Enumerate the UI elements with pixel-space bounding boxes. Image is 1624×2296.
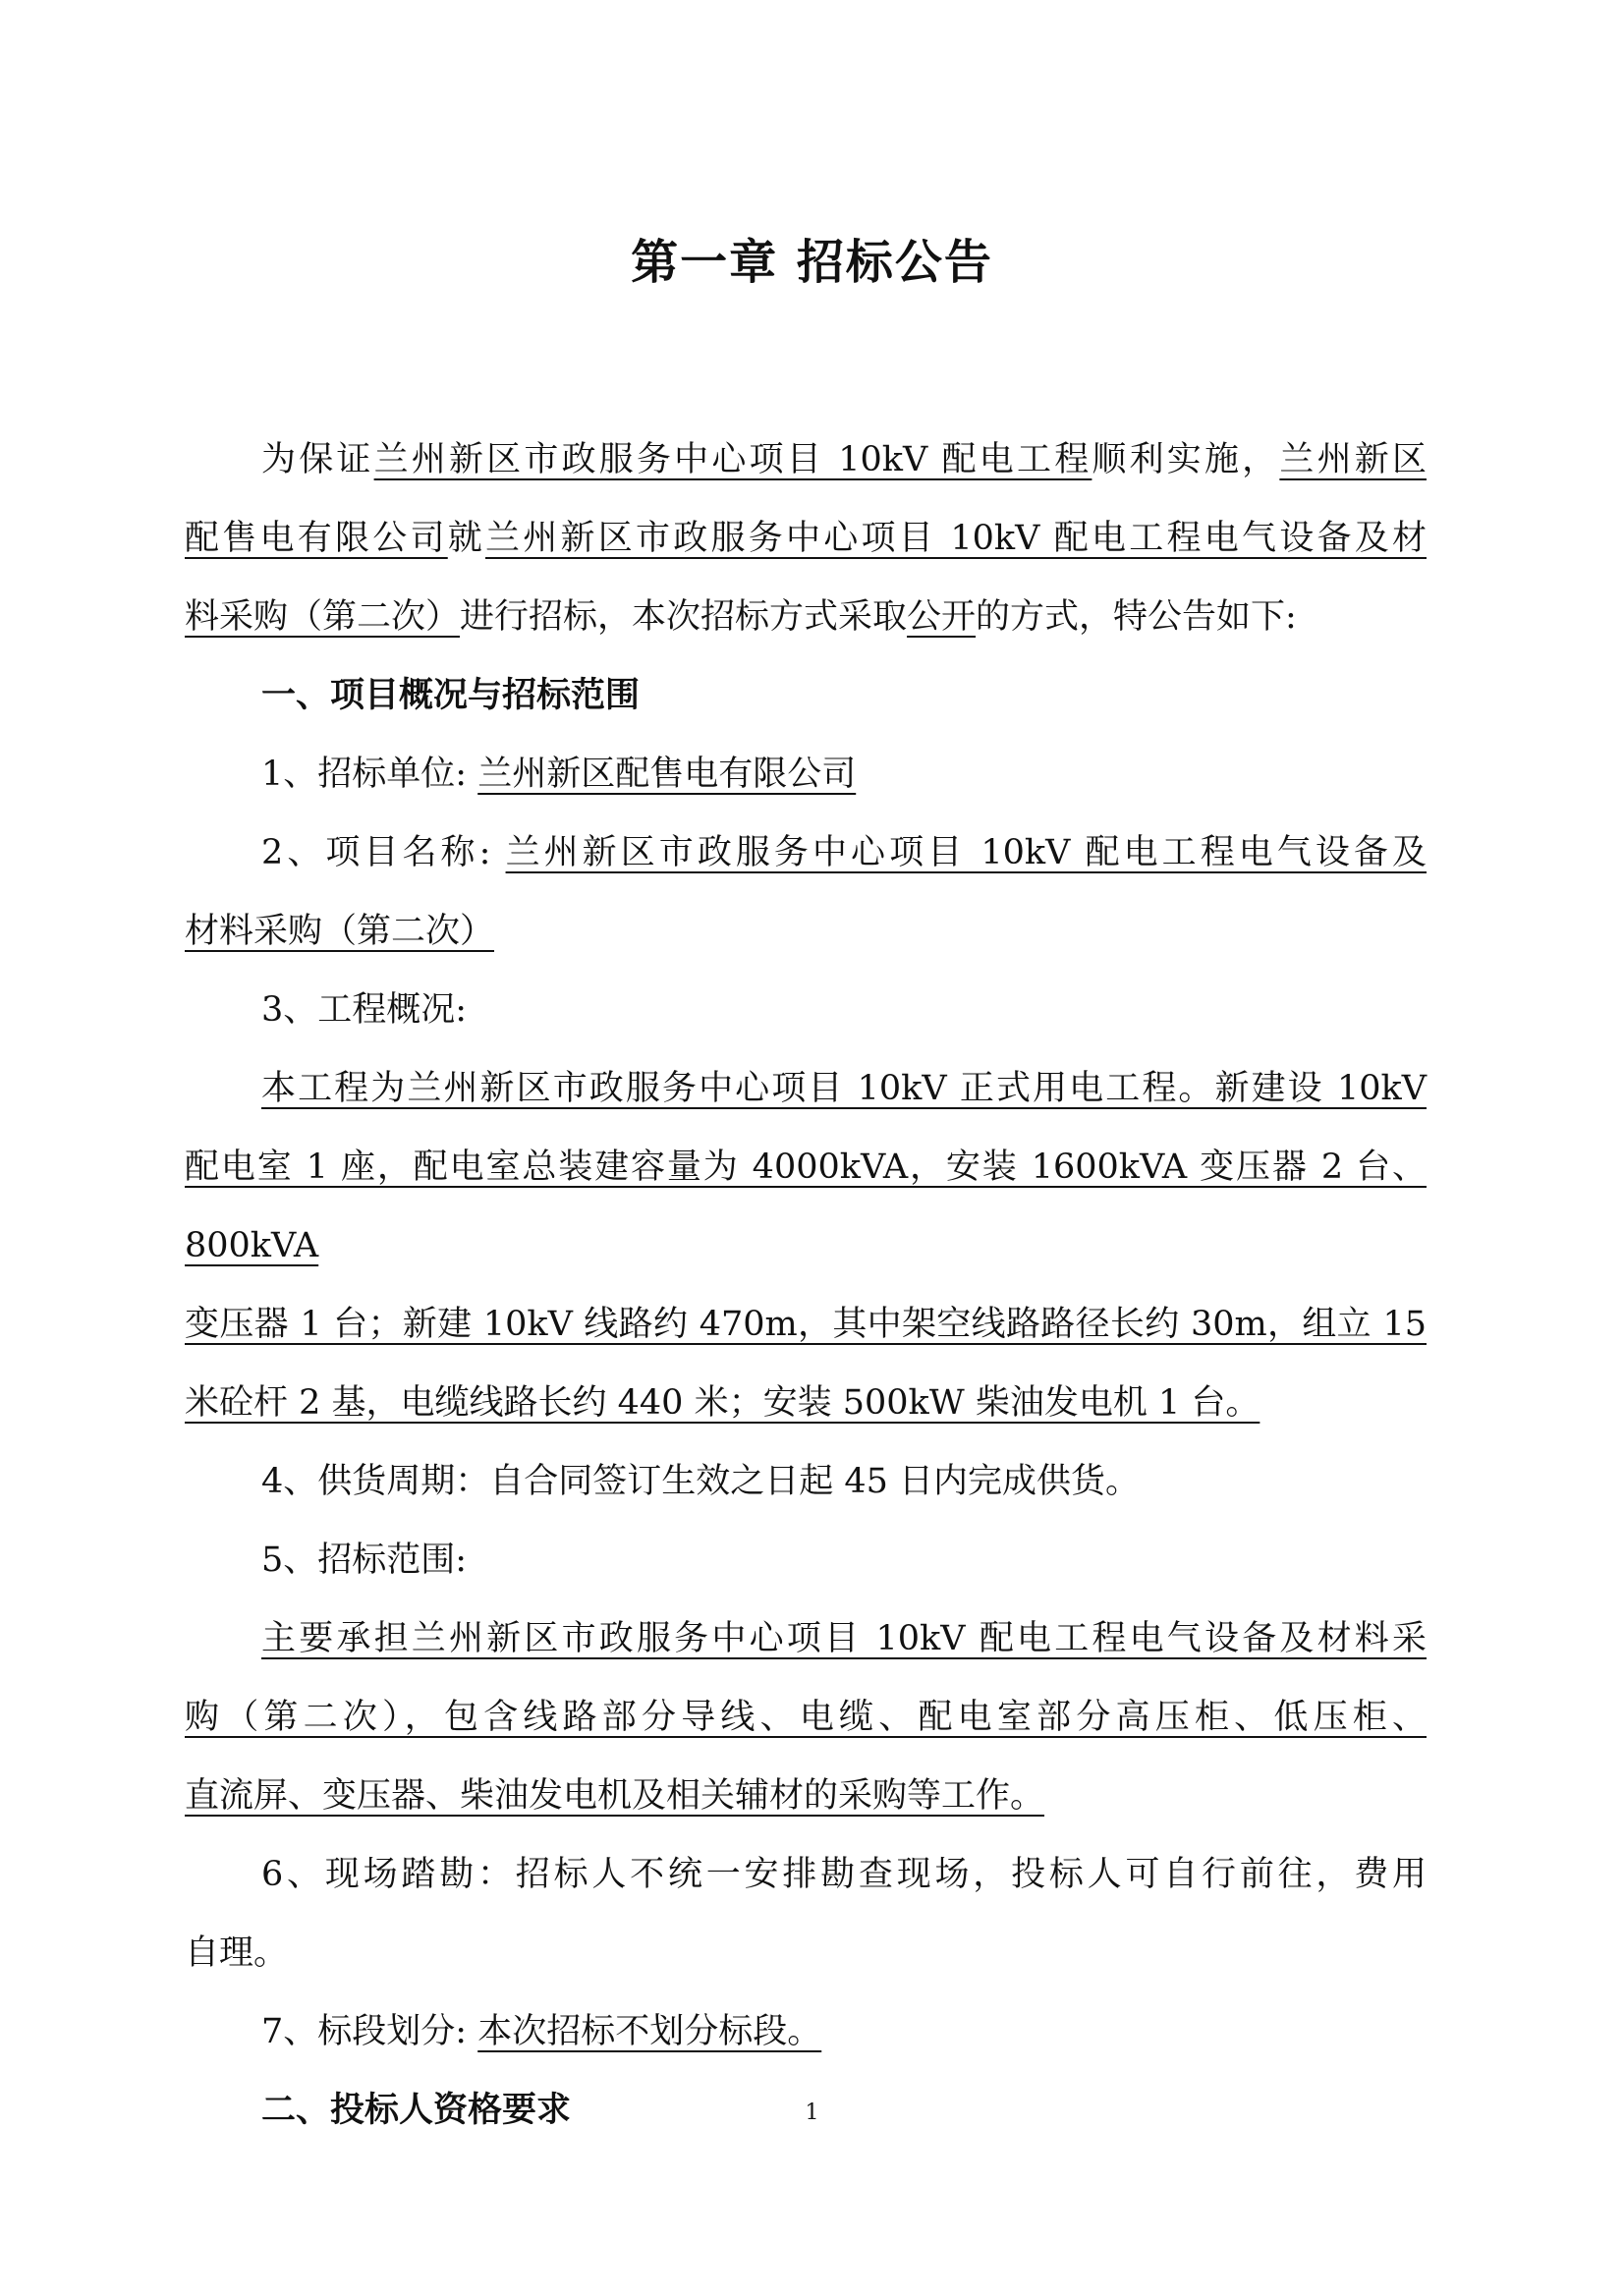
item-7: 7、标段划分: 本次招标不划分标段。: [261, 2012, 822, 2051]
item-1: 1、招标单位: 兰州新区配售电有限公司: [261, 755, 857, 794]
item-5-label: 5、招标范围:: [261, 1540, 468, 1580]
item-4: 4、供货周期：自合同签订生效之日起 45 日内完成供货。: [261, 1462, 1141, 1501]
item-2-line-2: 材料采购（第二次）: [185, 912, 495, 951]
item-3-label: 3、工程概况:: [261, 990, 468, 1030]
item-5-line-2: 购（第二次），包含线路部分导线、电缆、配电室部分高压柜、低压柜、: [185, 1698, 1427, 1737]
intro-line-3: 料采购（第二次）进行招标，本次招标方式采取公开的方式，特公告如下:: [185, 597, 1297, 637]
intro-line-2: 配售电有限公司就兰州新区市政服务中心项目 10kV 配电工程电气设备及材: [185, 519, 1427, 558]
section-2-heading: 二、投标人资格要求: [261, 2091, 572, 2130]
section-1-heading: 一、项目概况与招标范围: [261, 676, 641, 715]
item-3-line-4: 米砼杆 2 基，电缆线路长约 440 米；安装 500kW 柴油发电机 1 台。: [185, 1383, 1260, 1423]
section-1: [185, 656, 1427, 2150]
item-6-line-1: 6、现场踏勘：招标人不统一安排勘查现场，投标人可自行前往，费用: [261, 1855, 1427, 1894]
item-5-line-1: 主要承担兰州新区市政服务中心项目 10kV 配电工程电气设备及材料采: [261, 1619, 1427, 1658]
item-2-line-1: 2、项目名称: 兰州新区市政服务中心项目 10kV 配电工程电气设备及: [261, 833, 1427, 872]
item-3-line-3: 变压器 1 台；新建 10kV 线路约 470m，其中架空线路路径长约 30m，组立 15: [185, 1305, 1427, 1344]
item-6-line-2: 自理。: [185, 1933, 289, 1973]
chapter-title: 第一章 招标公告: [631, 235, 993, 290]
page-number: 1: [805, 2100, 819, 2125]
item-3-line-2: 配电室 1 座，配电室总装建容量为 4000kVA，安装 1600kVA 变压器 2 台、800kVA: [185, 1148, 1427, 1265]
intro-paragraph: [185, 420, 1427, 656]
item-5-line-3: 直流屏、变压器、柴油发电机及相关辅材的采购等工作。: [185, 1776, 1045, 1816]
intro-line-1: 为保证兰州新区市政服务中心项目 10kV 配电工程顺利实施，兰州新区: [261, 440, 1427, 479]
item-3-line-1: 本工程为兰州新区市政服务中心项目 10kV 正式用电工程。新建设 10kV: [261, 1069, 1427, 1108]
